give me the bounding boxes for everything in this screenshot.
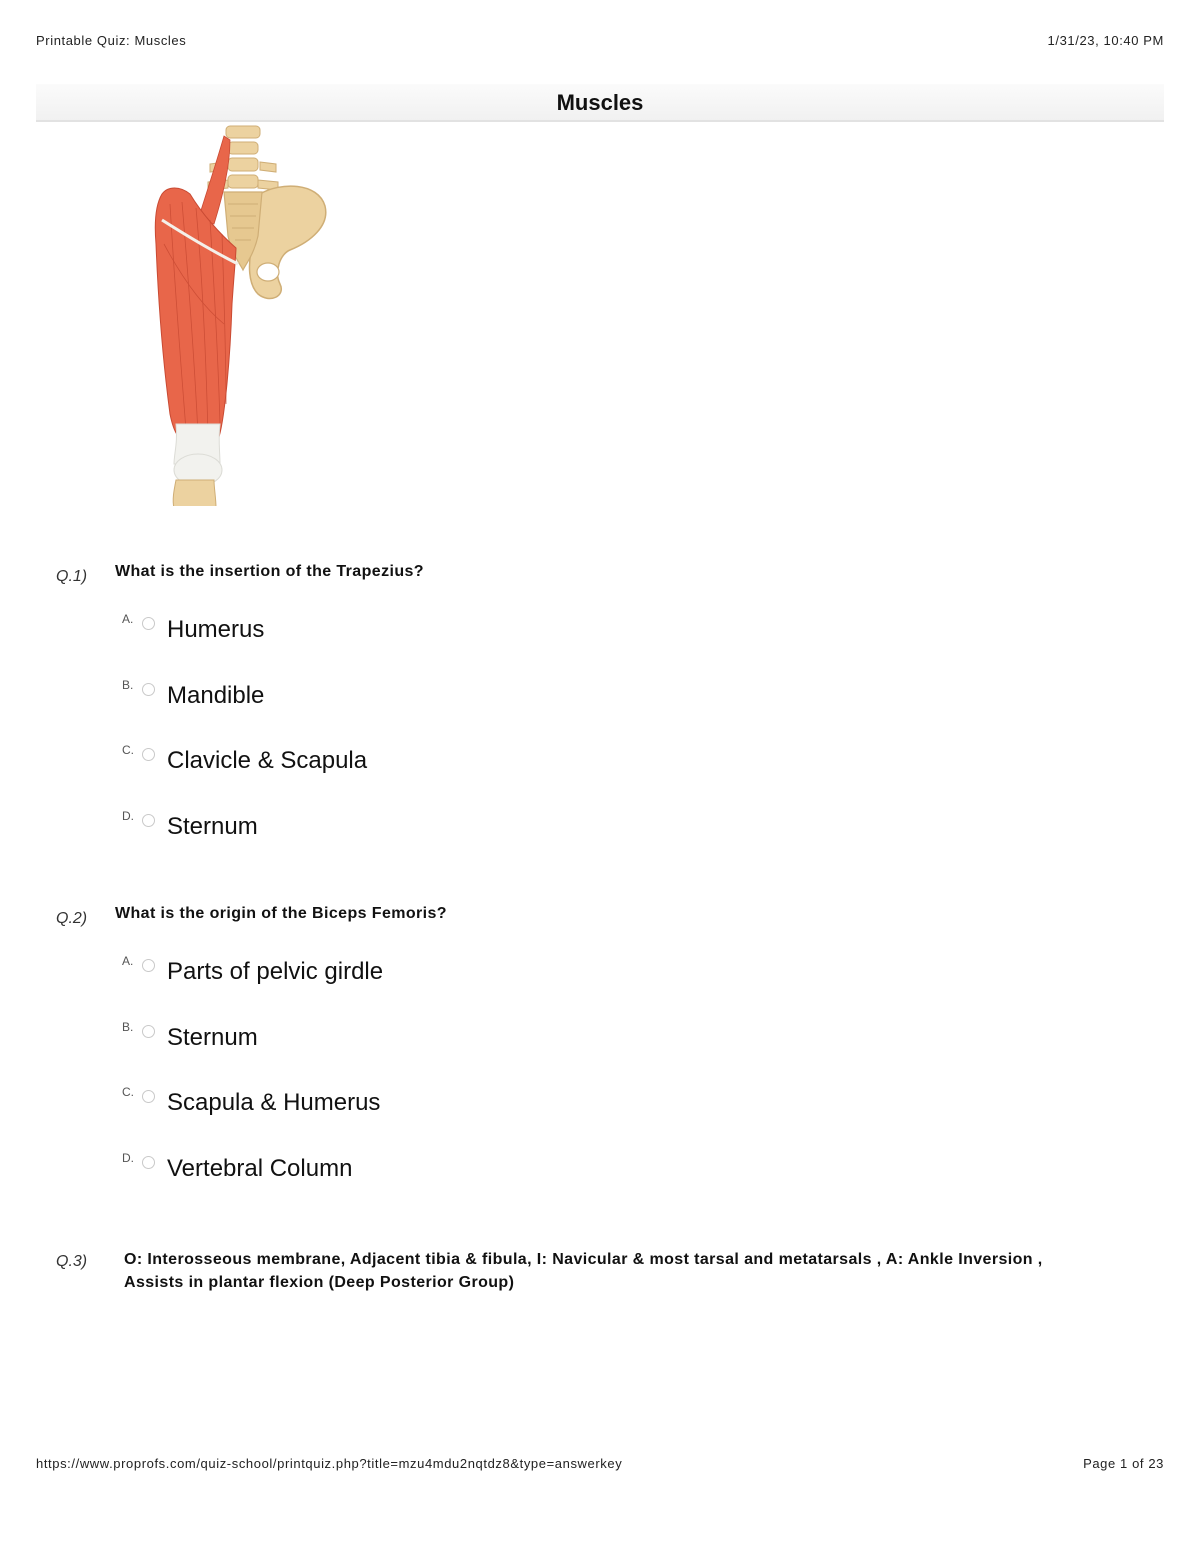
option-label: Sternum [167,813,258,840]
option-label: Mandible [167,682,265,709]
option-label: Vertebral Column [167,1155,353,1182]
option-c[interactable] [122,743,822,777]
page-number: Page 1 of 23 [1083,1456,1164,1471]
option-letter: B. [122,678,134,692]
option-d[interactable] [122,809,822,843]
option-letter: C. [122,1085,134,1099]
option-letter: D. [122,1151,134,1165]
hip-muscle-illustration [140,124,340,510]
radio-button[interactable] [142,1025,155,1038]
print-header-datetime: 1/31/23, 10:40 PM [1047,33,1164,48]
question-text: What is the insertion of the Trapezius? [115,563,424,580]
option-a[interactable] [122,954,822,988]
question-text: What is the origin of the Biceps Femoris? [115,905,447,922]
radio-button[interactable] [142,748,155,761]
title-bar [36,84,1164,122]
print-footer [36,1456,1164,1474]
option-c[interactable] [122,1085,822,1119]
question-number: Q.2) [56,910,88,927]
pelvis-obturator [257,263,279,281]
option-label: Humerus [167,616,265,643]
option-b[interactable] [122,1020,822,1054]
option-letter: B. [122,1020,134,1034]
option-letter: C. [122,743,134,757]
radio-button[interactable] [142,1156,155,1169]
tibia [173,480,216,508]
option-d[interactable] [122,1151,822,1185]
radio-button[interactable] [142,814,155,827]
print-footer-url[interactable]: https://www.proprofs.com/quiz-school/printquiz.php?title=mzu4mdu2nqtdz8&type=answerkey [36,1456,623,1471]
question-text: O: Interosseous membrane, Adjacent tibia & fibula, I: Navicular & most tarsal and metatarsals , A: Ankle Inversion , Assists in plantar flexion (Deep Posterior Group) [124,1251,1043,1291]
option-letter: A. [122,612,134,626]
option-letter: A. [122,954,134,968]
question-number: Q.3) [56,1253,88,1270]
option-label: Sternum [167,1024,258,1051]
page-title: Muscles [556,90,644,115]
radio-button[interactable] [142,617,155,630]
question-number: Q.1) [56,568,88,585]
radio-button[interactable] [142,959,155,972]
radio-button[interactable] [142,683,155,696]
option-letter: D. [122,809,134,823]
thigh-muscles [155,188,236,440]
print-header-title: Printable Quiz: Muscles [36,33,187,48]
anatomy-icon [140,124,340,510]
option-label: Scapula & Humerus [167,1089,381,1116]
option-label: Parts of pelvic girdle [167,958,384,985]
option-label: Clavicle & Scapula [167,747,368,774]
radio-button[interactable] [142,1090,155,1103]
print-header [36,33,1164,51]
option-b[interactable] [122,678,822,712]
option-a[interactable] [122,612,822,646]
